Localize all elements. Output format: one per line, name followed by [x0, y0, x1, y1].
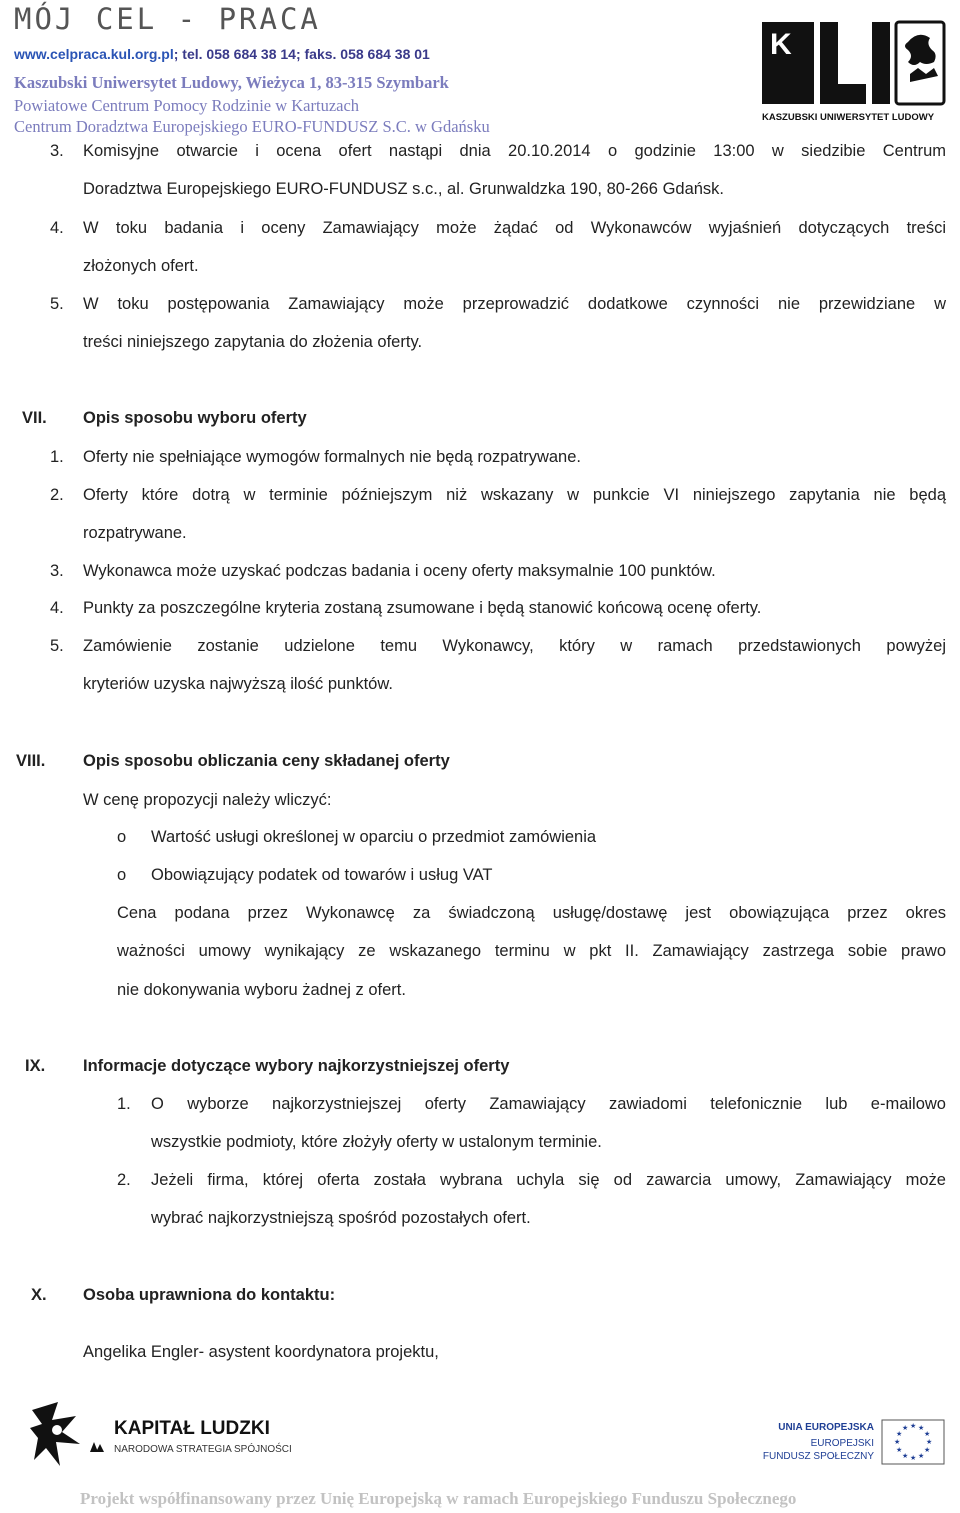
- item-text-line: Oferty które dotrą w terminie późniejszym niż wskazany w punkcie VI niniejszego zapytania nie będą: [83, 486, 946, 504]
- header-org-line-1: Kaszubski Uniwersytet Ludowy, Wieżyca 1, 83-315 Szymbark: [14, 73, 449, 92]
- list-item: [0, 552, 960, 592]
- bullet-text: Wartość usługi określonej w oparciu o przedmiot zamówienia: [151, 828, 597, 846]
- section-title: Opis sposobu wyboru oferty: [83, 409, 307, 427]
- svg-text:★: ★: [896, 1446, 903, 1454]
- section-heading: [0, 742, 960, 782]
- header-org-line-2: Powiatowe Centrum Pomocy Rodzinie w Kartuzach: [14, 96, 360, 115]
- item-number: 2.: [50, 486, 64, 504]
- paragraph-line: ważności umowy wynikający ze wskazanego terminu w pkt II. Zamawiający zastrzega sobie prawo: [117, 942, 946, 960]
- bullet-item: [0, 818, 960, 858]
- list-item: [0, 589, 960, 629]
- footer-funding-note: Projekt współfinansowany przez Unię Europejską w ramach Europejskiego Funduszu Społecznego: [80, 1489, 797, 1508]
- list-item: [0, 1161, 960, 1238]
- section-number: VII.: [22, 409, 47, 427]
- paragraph-line: nie dokonywania wyboru żadnej z ofert.: [117, 981, 406, 999]
- svg-text:★: ★: [918, 1424, 925, 1432]
- section-heading: [0, 399, 960, 439]
- list-item: [0, 209, 960, 286]
- svg-text:★: ★: [924, 1446, 931, 1454]
- list-item: [0, 627, 960, 704]
- item-number: 3.: [50, 562, 64, 580]
- svg-text:★: ★: [918, 1452, 925, 1460]
- item-text-line: Wykonawca może uzyskać podczas badania i oceny oferty maksymalnie 100 punktów.: [83, 562, 716, 580]
- svg-text:★: ★: [902, 1424, 909, 1432]
- svg-text:★: ★: [910, 1454, 917, 1462]
- item-number: 5.: [50, 637, 64, 655]
- list-item: [0, 1085, 960, 1162]
- svg-text:★: ★: [924, 1430, 931, 1438]
- item-number: 3.: [50, 142, 64, 160]
- item-number: 1.: [117, 1095, 131, 1113]
- section-title: Opis sposobu obliczania ceny składanej oferty: [83, 752, 450, 770]
- item-text-line: Oferty nie spełniające wymogów formalnych nie będą rozpatrywane.: [83, 448, 581, 466]
- paragraph-line: Cena podana przez Wykonawcę za świadczoną usługę/dostawę jest obowiązująca przez okres: [117, 904, 946, 922]
- item-text-line: kryteriów uzyska najwyższą ilość punktów.: [83, 675, 393, 693]
- contact-phone-fax: ; tel. 058 684 38 14; faks. 058 684 38 01: [173, 46, 430, 62]
- bullet-text: Obowiązujący podatek od towarów i usług VAT: [151, 866, 493, 884]
- item-number: 1.: [50, 448, 64, 466]
- item-text-line: Komisyjne otwarcie i ocena ofert nastąpi dnia 20.10.2014 o godzinie 13:00 w siedzibie Centrum: [83, 142, 946, 160]
- svg-text:★: ★: [896, 1430, 903, 1438]
- kul-logo: [760, 22, 946, 126]
- list-item: [0, 285, 960, 362]
- section-intro: W cenę propozycji należy wliczyć:: [83, 791, 332, 809]
- kl-subtitle: NARODOWA STRATEGIA SPÓJNOŚCI: [114, 1444, 292, 1455]
- kul-logo-caption: KASZUBSKI UNIWERSYTET LUDOWY: [762, 112, 935, 123]
- contact-line: [14, 46, 430, 62]
- bullet-marker: o: [117, 866, 127, 884]
- svg-text:★: ★: [902, 1452, 909, 1460]
- item-number: 2.: [117, 1171, 131, 1189]
- ue-line-2: EUROPEJSKI: [810, 1438, 874, 1449]
- kl-title: KAPITAŁ LUDZKI: [114, 1418, 270, 1439]
- svg-text:K: K: [770, 28, 792, 61]
- svg-text:★: ★: [894, 1438, 901, 1446]
- list-item: [0, 438, 960, 478]
- price-paragraph: [0, 894, 960, 1010]
- svg-text:★: ★: [910, 1422, 917, 1430]
- brand-title: MÓJ CEL - PRACA: [14, 2, 321, 36]
- item-text-line: złożonych ofert.: [83, 257, 199, 275]
- list-item: [0, 132, 960, 209]
- header-org-line-3: Centrum Doradztwa Europejskiego EURO-FUNDUSZ S.C. w Gdańsku: [14, 117, 490, 136]
- section-number: VIII.: [16, 752, 46, 770]
- contact-person: Angelika Engler- asystent koordynatora projektu,: [83, 1343, 439, 1361]
- list-item: [0, 476, 960, 553]
- bullet-item: [0, 856, 960, 896]
- item-text-line: O wyborze najkorzystniejszej oferty Zamawiający zawiadomi telefonicznie lub e-mailowo: [151, 1095, 946, 1113]
- item-text-line: Doradztwa Europejskiego EURO-FUNDUSZ s.c., al. Grunwaldzka 190, 80-266 Gdańsk.: [83, 180, 725, 198]
- svg-text:★: ★: [926, 1438, 933, 1446]
- item-text-line: treści niniejszego zapytania do złożenia oferty.: [83, 333, 423, 351]
- bullet-marker: o: [117, 828, 127, 846]
- section-heading: [0, 1047, 960, 1087]
- section-title: Informacje dotyczące wybory najkorzystniejszej oferty: [83, 1057, 510, 1075]
- ue-line-3: FUNDUSZ SPOŁECZNY: [762, 1451, 874, 1462]
- section-number: IX.: [25, 1057, 46, 1075]
- section-number: X.: [31, 1286, 47, 1304]
- item-text-line: W toku postępowania Zamawiający może przeprowadzić dodatkowe czynności nie przewidziane w: [83, 295, 946, 313]
- item-text-line: W toku badania i oceny Zamawiający może żądać od Wykonawców wyjaśnień dotyczących treści: [83, 219, 946, 237]
- section-title: Osoba uprawniona do kontaktu:: [83, 1286, 336, 1304]
- ue-line-1: UNIA EUROPEJSKA: [778, 1422, 874, 1433]
- section-heading: [0, 1276, 960, 1316]
- item-text-line: Jeżeli firma, której oferta została wybrana uchyla się od zawarcia umowy, Zamawiający może: [151, 1171, 946, 1189]
- eu-social-fund-logo: [762, 1418, 948, 1468]
- item-text-line: rozpatrywane.: [83, 524, 187, 542]
- item-text-line: wybrać najkorzystniejszą spośród pozostałych ofert.: [151, 1209, 531, 1227]
- kapital-ludzki-logo: [30, 1400, 292, 1470]
- item-text-line: Zamówienie zostanie udzielone temu Wykonawcy, który w ramach przedstawionych powyżej: [83, 637, 946, 655]
- item-number: 5.: [50, 295, 64, 313]
- item-text-line: Punkty za poszczególne kryteria zostaną zsumowane i będą stanowić końcową ocenę oferty.: [83, 599, 762, 617]
- website-link[interactable]: www.celpraca.kul.org.pl: [14, 46, 174, 62]
- item-number: 4.: [50, 219, 64, 237]
- item-text-line: wszystkie podmioty, które złożyły oferty w ustalonym terminie.: [151, 1133, 602, 1151]
- item-number: 4.: [50, 599, 64, 617]
